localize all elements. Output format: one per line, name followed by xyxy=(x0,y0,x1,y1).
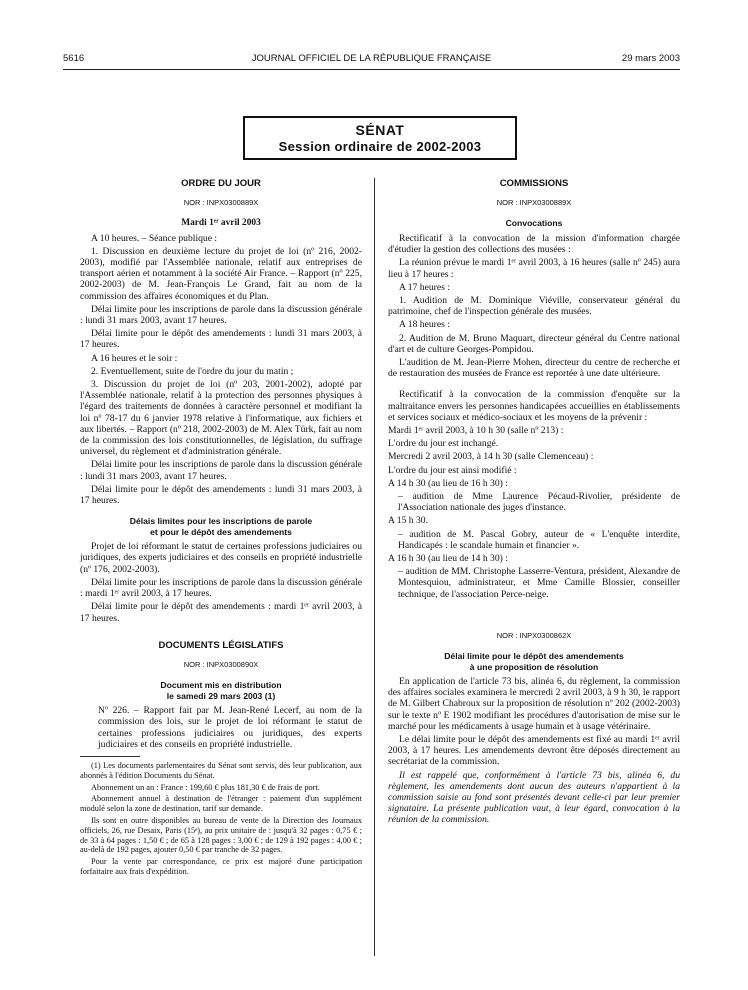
footnote: Ils sont en outre disponibles au bureau de vente de la Direction des Journaux officiels, 26, rue Desaix, Paris (15ᵉ), au prix unitaire de : jusqu'à 32 pages : 0,75 € ; de 33 à 64 pages : 1,50 € ; de 65 à 128 pages : 3,00 € ; de 129 à 192 pages : 4,00 € ; au-delà de 192 pages, ajouter 0,50 € par tranche de 32 pages. xyxy=(80,815,362,855)
paragraph: Mardi 1ᵉʳ avril 2003, à 10 h 30 (salle nº 213) : xyxy=(388,424,564,436)
paragraph: Délai limite pour le dépôt des amendements : lundi 31 mars 2003, à 17 heures. xyxy=(80,328,362,351)
paragraph: L'ordre du jour est ainsi modifié : xyxy=(388,464,517,476)
paragraph: Rectificatif à la convocation de la commission d'enquête sur la maltraitance envers les personnes handicapées accueillies en établissements et services sociaux et médico-sociaux et les moyens de la prévenir : xyxy=(388,389,680,423)
paragraph: Délai limite pour le dépôt des amendements : mardi 1ᵉʳ avril 2003, à 17 heures. xyxy=(80,601,362,624)
document-entry: Nº 226. – Rapport fait par M. Jean-René Lecerf, au nom de la commission des lois, sur le projet de loi réformant le statut de certaines professions judiciaires ou juridiques, des experts judiciaires et des conseils en propriété industrielle. xyxy=(98,705,362,750)
left-column xyxy=(80,178,362,879)
footnote: Abonnement un an : France : 199,60 € plus 181,30 € de frais de port. xyxy=(91,782,320,792)
distribution-heading-1: Document mis en distribution xyxy=(160,680,282,691)
paragraph: L'audition de M. Jean-Pierre Mohen, directeur du centre de recherche et de restauration des musées de France est reportée à une date ultérieure. xyxy=(388,356,680,380)
delais-heading-2: et pour le dépôt des amendements xyxy=(150,526,292,537)
paragraph: 1. Discussion en deuxième lecture du projet de loi (nº 216, 2002-2003), modifié par l'Assemblée nationale, relatif aux entreprises de transport aérien et notamment à la société Air France. – Rapport (nº 225, 2002-2003) de M. Jean-François Le Grand, fait au nom de la commission des affaires économiques et du Plan. xyxy=(80,245,362,302)
paragraph: La réunion prévue le mardi 1ᵉʳ avril 2003, à 16 heures (salle nº 245) aura lieu à 17 heures : xyxy=(388,257,680,280)
delais-heading-1: Délais limites pour les inscriptions de parole xyxy=(129,516,313,527)
paragraph: Il est rappelé que, conformément à l'article 73 bis, alinéa 6, du règlement, les amendements dont aucun des auteurs n'appartient à la commission saisie au fond sont présentés devant celle-ci par leur premier signataire. La présente publication vaut, à leur égard, convocation à la réunion de la commission. xyxy=(388,769,680,826)
paragraph: En application de l'article 73 bis, alinéa 6, du règlement, la commission des affaires sociales examinera le mercredi 2 avril 2003, à 9 h 30, le rapport de M. Gilbert Chabroux sur la proposition de résolution nº 202 (2002-2003) sur le texte nº E 1902 modifiant les procédures d'autorisation de mise sur le marché pour les médicaments à usage humain et à usage vétérinaire. xyxy=(388,676,680,732)
delai-heading-2: à une proposition de résolution xyxy=(469,661,599,672)
paragraph: Le délai limite pour le dépôt des amendements est fixé au mardi 1ᵉʳ avril 2003, à 17 heures. Les amendements devront être déposés directement au secrétariat de la commission. xyxy=(388,734,680,768)
paragraph: – audition de Mme Laurence Pécaud-Rivolier, présidente de l'Association nationale des juges d'instance. xyxy=(398,490,680,514)
paragraph: L'ordre du jour est inchangé. xyxy=(388,438,499,450)
right-column xyxy=(388,178,680,828)
page-header xyxy=(63,53,680,67)
paragraph: 3. Discussion du projet de loi (nº 203, 2001-2002), adopté par l'Assemblée nationale, relatif à la protection des personnes physiques à l'égard des traitements de données à caractère personnel et modifiant la loi nº 78-17 du 6 janvier 1978 relative à l'informatique, aux fichiers et aux libertés. – Rapport (nº 218, 2002-2003) de M. Alex Türk, fait au nom de la commission des lois constitutionnelles, de législation, du suffrage universel, du règlement et d'administration générale. xyxy=(80,379,362,458)
paragraph: – audition de MM. Christophe Lasserre-Ventura, président, Alexandre de Montesquiou, administrateur, et Mme Camille Blossier, conseiller technique, de l'association Perce-neige. xyxy=(398,566,680,600)
paragraph: Délai limite pour les inscriptions de parole dans la discussion générale : mardi 1ᵉʳ avril 2003, à 17 heures. xyxy=(80,576,362,600)
paragraph: Délai limite pour le dépôt des amendements : lundi 31 mars 2003, à 17 heures. xyxy=(80,483,362,507)
nor-reference: NOR : INPX0300889X xyxy=(496,198,572,208)
paragraph: A 14 h 30 (au lieu de 16 h 30) : xyxy=(388,477,508,489)
ordre-du-jour-heading: ORDRE DU JOUR xyxy=(181,178,261,189)
paragraph: A 18 heures : xyxy=(399,319,450,331)
senat-title-box xyxy=(243,116,517,160)
session-date: Mardi 1ᵉʳ avril 2003 xyxy=(181,218,261,229)
nor-reference: NOR : INPX0300862X xyxy=(496,630,572,640)
journal-title: JOURNAL OFFICIEL DE LA RÉPUBLIQUE FRANÇAISE xyxy=(251,53,492,64)
nor-reference: NOR : INPX0300889X xyxy=(183,198,259,208)
paragraph: Délai limite pour les inscriptions de parole dans la discussion générale : lundi 31 mars 2003, avant 17 heures. xyxy=(80,303,362,327)
paragraph: Rectificatif à la convocation de la mission d'information chargée d'étudier la gestion des collections des musées : xyxy=(388,232,680,256)
paragraph: A 10 heures. – Séance publique : xyxy=(91,232,218,244)
paragraph: A 16 h 30 (au lieu de 14 h 30) : xyxy=(388,552,508,564)
paragraph: A 15 h 30. xyxy=(388,515,428,527)
paragraph: – audition de M. Pascal Gobry, auteur de « L'enquête interdite, Handicapés : le scandale humain et financier ». xyxy=(398,528,680,551)
paragraph: 2. Eventuellement, suite de l'ordre du jour du matin ; xyxy=(91,365,294,377)
footnote: (1) Les documents parlementaires du Sénat sont servis, dès leur publication, aux abonnés à l'édition Documents du Sénat. xyxy=(80,760,362,780)
footnote-rule xyxy=(80,756,140,757)
commissions-heading: COMMISSIONS xyxy=(499,178,569,189)
session-subtitle: Session ordinaire de 2002-2003 xyxy=(278,139,482,154)
page-number: 5616 xyxy=(63,53,85,64)
paragraph: Mercredi 2 avril 2003, à 14 h 30 (salle Clemenceau) : xyxy=(388,451,594,463)
delai-heading-1: Délai limite pour le dépôt des amendements xyxy=(444,651,624,661)
paragraph: 2. Audition de M. Bruno Maquart, directeur général du Centre national d'art et de culture Georges-Pompidou. xyxy=(388,332,680,355)
paragraph: Projet de loi réformant le statut de certaines professions judiciaires ou juridiques, des experts judiciaires et des conseils en propriété industrielle (nº 176, 2002-2003). xyxy=(80,541,362,575)
documents-legislatifs-heading: DOCUMENTS LÉGISLATIFS xyxy=(158,639,284,651)
paragraph: A 17 heures : xyxy=(399,281,450,293)
convocations-heading: Convocations xyxy=(505,218,563,229)
paragraph: A 16 heures et le soir : xyxy=(91,352,178,364)
distribution-heading-2: le samedi 29 mars 2003 (1) xyxy=(166,690,276,701)
senat-title: SÉNAT xyxy=(355,122,405,138)
issue-date: 29 mars 2003 xyxy=(621,53,680,64)
paragraph: Délai limite pour les inscriptions de parole dans la discussion générale : lundi 31 mars 2003, avant 17 heures. xyxy=(80,459,362,482)
paragraph: 1. Audition de M. Dominique Viéville, conservateur général du patrimoine, chef de l'inspection générale des musées. xyxy=(388,294,680,318)
header-rule xyxy=(63,69,680,70)
nor-reference: NOR : INPX0300890X xyxy=(183,659,259,669)
column-divider xyxy=(374,178,375,956)
footnote: Abonnement annuel à destination de l'étranger : paiement d'un supplément modulé selon la zone de destination, tarif sur demande. xyxy=(80,794,362,814)
footnote: Pour la vente par correspondance, ce prix est majoré d'une participation forfaitaire aux frais d'expédition. xyxy=(80,857,362,876)
